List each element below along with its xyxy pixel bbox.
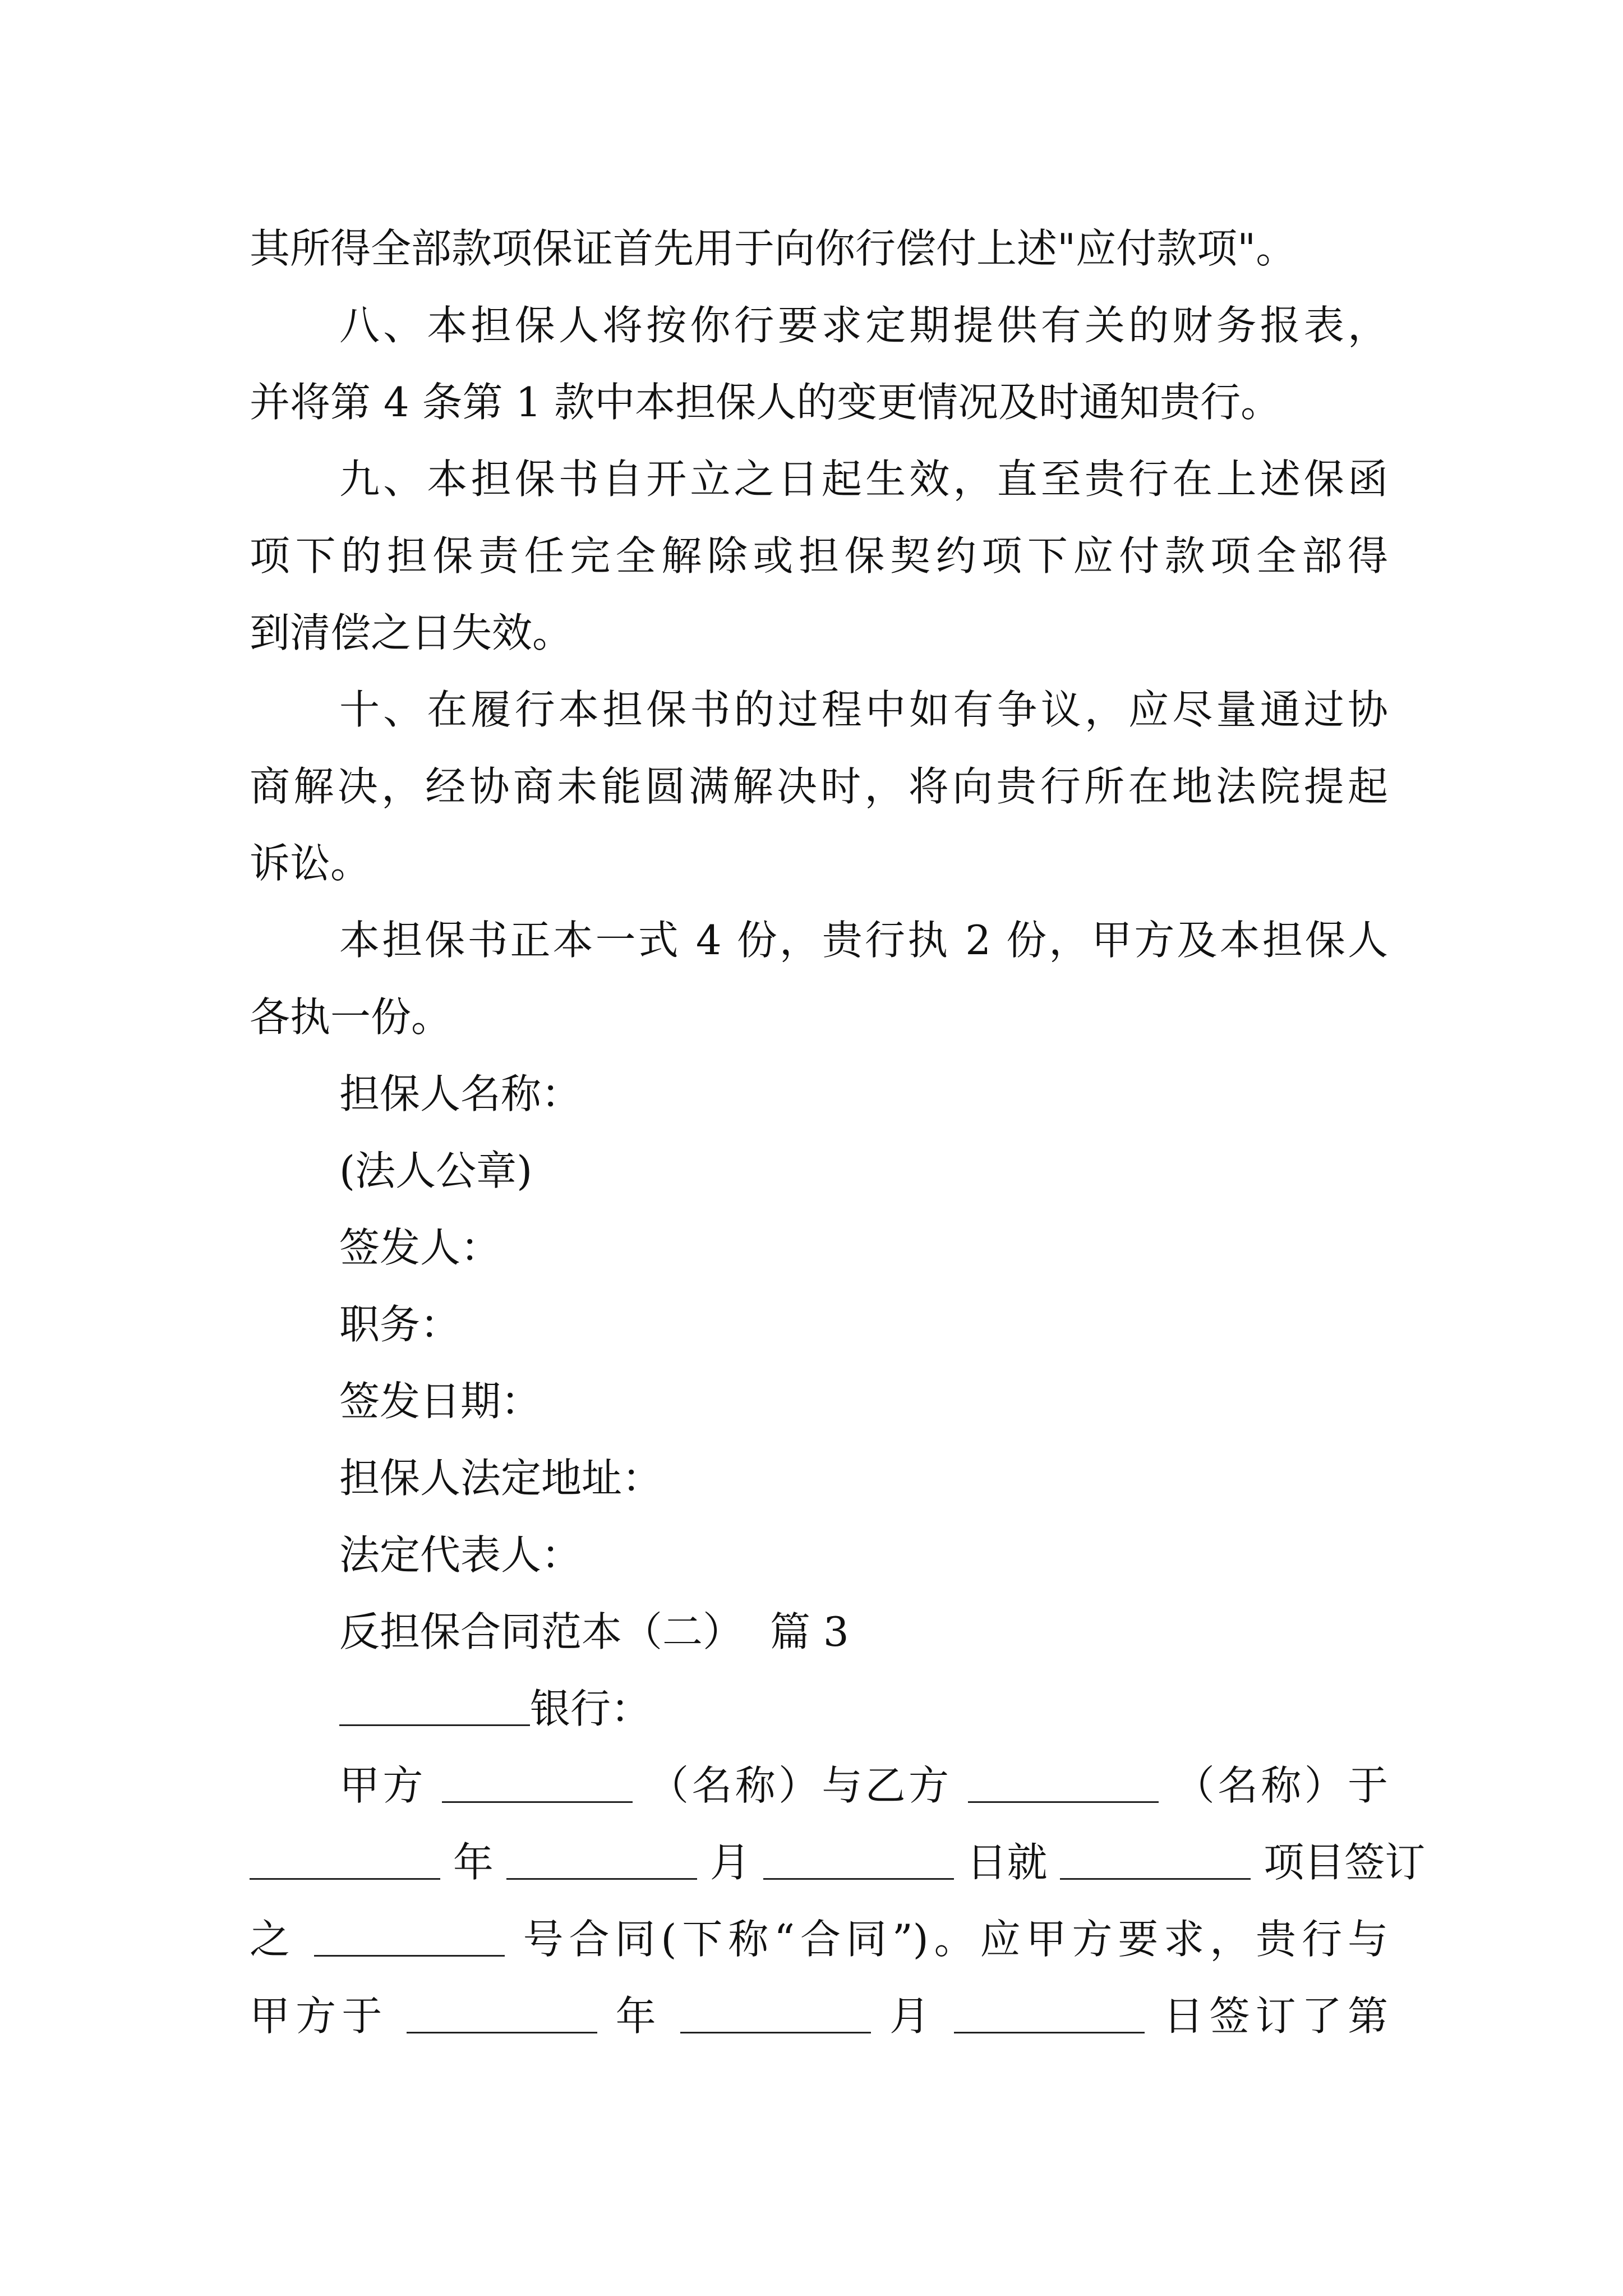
bank-suffix: 银行： — [530, 1685, 652, 1732]
bank-name-blank[interactable] — [339, 1685, 530, 1726]
clause-nine: 九、本担保书自开立之日起生效，直至贵行在上述保函 — [339, 455, 1388, 503]
document-page — [250, 210, 1426, 2055]
section-title-text: 反担保合同范本（二） — [339, 1608, 744, 1655]
project-label: 项目签订 — [1264, 1839, 1426, 1886]
position-label: 职务： — [339, 1301, 461, 1348]
date-prefix: （名称）于 — [1174, 1762, 1389, 1809]
paragraph-line: 到清偿之日失效。 — [250, 609, 573, 656]
signing-year-label: 年 — [615, 1993, 662, 2040]
signing-year-blank[interactable] — [407, 1993, 597, 2033]
guarantor-name-label: 担保人名称： — [339, 1070, 582, 1117]
section-title — [250, 1594, 1388, 1671]
paragraph-line: 商解决，经协商未能圆满解决时，将向贵行所在地法院提起 — [250, 763, 1388, 810]
parties-line — [250, 1747, 1388, 1824]
issue-date-label: 签发日期： — [339, 1378, 542, 1425]
signing-day-label: 日签订了第 — [1163, 1993, 1388, 2040]
contract-prefix: 之 — [250, 1916, 296, 1963]
signing-day-blank[interactable] — [954, 1993, 1145, 2033]
copies-clause: 本担保书正本一式 4 份，贵行执 2 份，甲方及本担保人 — [339, 917, 1388, 964]
bank-line — [250, 1671, 1388, 1747]
seal-label: (法人公章) — [339, 1147, 533, 1194]
contract-number-blank[interactable] — [314, 1916, 505, 1957]
signing-month-label: 月 — [889, 1993, 936, 2040]
signing-prefix: 甲方于 — [250, 1993, 388, 2040]
clause-ten: 十、在履行本担保书的过程中如有争议，应尽量通过协 — [339, 686, 1388, 733]
party-b-label: （名称）与乙方 — [648, 1762, 952, 1809]
paragraph-line: 诉讼。 — [250, 840, 371, 887]
issuer-label: 签发人： — [339, 1224, 501, 1271]
address-label: 担保人法定地址： — [339, 1455, 663, 1502]
paragraph-line: 项下的担保责任完全解除或担保契约项下应付款项全部得 — [250, 532, 1388, 579]
paragraph-line: 其所得全部款项保证首先用于向你行偿付上述"应付款项"。 — [250, 225, 1297, 272]
contract-line — [250, 1901, 1388, 1978]
year-blank[interactable] — [250, 1839, 440, 1880]
party-a-blank[interactable] — [442, 1762, 633, 1803]
party-a-label: 甲方 — [339, 1762, 426, 1809]
signing-date-line — [250, 1978, 1388, 2055]
date-line — [250, 1824, 1426, 1901]
paragraph-line: 各执一份。 — [250, 993, 452, 1041]
year-label: 年 — [453, 1839, 494, 1886]
paragraph-line: 并将第 4 条第 1 款中本担保人的变更情况及时通知贵行。 — [250, 379, 1281, 426]
day-label: 日就 — [966, 1839, 1048, 1886]
contract-suffix: 号合同(下称“合同”)。应甲方要求，贵行与 — [523, 1916, 1389, 1963]
legal-rep-label: 法定代表人： — [339, 1531, 582, 1579]
month-label: 月 — [709, 1839, 750, 1886]
day-blank[interactable] — [763, 1839, 954, 1880]
section-part: 篇 3 — [770, 1608, 849, 1655]
project-blank[interactable] — [1060, 1839, 1251, 1880]
party-b-blank[interactable] — [968, 1762, 1159, 1803]
month-blank[interactable] — [506, 1839, 697, 1880]
clause-eight: 八、本担保人将按你行要求定期提供有关的财务报表， — [339, 302, 1388, 349]
signing-month-blank[interactable] — [680, 1993, 871, 2033]
